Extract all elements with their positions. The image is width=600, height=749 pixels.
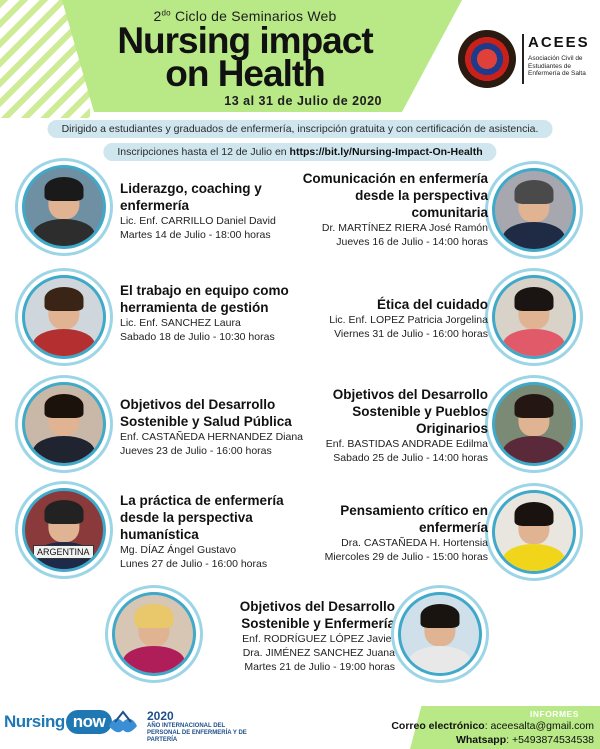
whatsapp-label: Whatsapp (455, 734, 507, 746)
talk-date: Viernes 31 de Julio - 16:00 horas (334, 328, 488, 340)
logo-subtitle: Asociación Civil de Estudiantes de Enfermería de Salta (528, 55, 586, 77)
talk-title: Liderazgo, coaching y enfermería (120, 181, 262, 213)
talk-9 (205, 598, 395, 674)
whatsapp-value[interactable]: +5493874534538 (511, 734, 594, 746)
talk-speaker: Enf. RODRÍGUEZ LÓPEZ Javier (242, 633, 395, 645)
title-line-2: on Health (165, 53, 325, 94)
talk-date: Martes 21 de Julio - 19:00 horas (244, 661, 395, 673)
talk-title: El trabajo en equipo como herramienta de gestión (120, 283, 289, 315)
talk-speaker: Enf. CASTAÑEDA HERNANDEZ Diana (120, 431, 304, 443)
header-title-block (90, 8, 400, 108)
email-value[interactable]: aceesalta@gmail.com (490, 720, 594, 732)
logo-divider (522, 34, 524, 84)
talk-speaker: Dr. MARTÍNEZ RIERA José Ramón (321, 222, 488, 234)
email-line: Correo electrónico: aceesalta@gmail.com (391, 720, 594, 732)
talk-date: Lunes 27 de Julio - 16:00 horas (120, 558, 268, 570)
email-label: Correo electrónico (391, 720, 485, 732)
talk-7 (120, 492, 310, 571)
audience-text: Dirigido a estudiantes y graduados de enfermería, inscripción gratuita y con certificación de asistencia. (61, 123, 539, 135)
speaker-photo-castaneda-diana (22, 382, 106, 466)
cycle-number: 2 (153, 8, 162, 24)
speaker-photo-martinez (492, 168, 576, 252)
talk-date: Martes 14 de Julio - 18:00 horas (120, 229, 271, 241)
talk-6 (288, 386, 488, 465)
nursing-now-logo (4, 710, 112, 734)
acees-logo (458, 26, 600, 92)
talk-title: Ética del cuidado (376, 297, 488, 312)
now-word: now (66, 710, 113, 734)
talk-5 (120, 396, 310, 458)
year-subtitle: AÑO INTERNACIONAL DEL PERSONAL DE ENFERMERÍA Y DE PARTERÍA (147, 723, 247, 743)
talk-speaker: Dra. CASTAÑEDA H. Hortensia (341, 537, 488, 549)
talk-title: Pensamiento crítico en enfermería (340, 503, 488, 535)
year-label: 2020 (147, 709, 174, 723)
speaker-photo-jimenez (112, 592, 196, 676)
event-dates: 13 al 31 de Julio de 2020 (224, 94, 382, 108)
info-title: INFORMES (530, 709, 579, 719)
cycle-superscript: do (161, 8, 171, 18)
title-line-1: Nursing impact (117, 20, 373, 61)
talk-4 (288, 296, 488, 341)
talk-3 (120, 282, 310, 344)
argentina-placard: ARGENTINA (33, 545, 94, 559)
talk-speaker: Lic. Enf. CARRILLO Daniel David (120, 215, 276, 227)
talk-title: La práctica de enfermería desde la perspectiva humanística (120, 493, 284, 542)
talk-speaker: Lic. Enf. LOPEZ Patricia Jorgelina (329, 314, 488, 326)
talk-speaker: Mg. DÍAZ Ángel Gustavo (120, 544, 237, 556)
speaker-photo-rodriguez (398, 592, 482, 676)
talk-title: Objetivos del Desarrollo Sostenible y Enfermería (239, 599, 395, 631)
talk-date: Miercoles 29 de Julio - 15:00 horas (324, 551, 488, 563)
talk-2 (288, 170, 488, 249)
talk-speaker: Lic. Enf. SANCHEZ Laura (120, 317, 241, 329)
registration-text: Inscripciones hasta el 12 de Julio en (117, 146, 287, 158)
talk-title: Objetivos del Desarrollo Sostenible y Pueblos Originarios (332, 387, 488, 436)
talk-date: Sabado 18 de Julio - 10:30 horas (120, 331, 275, 343)
registration-banner (103, 143, 496, 161)
talk-title: Objetivos del Desarrollo Sostenible y Salud Pública (120, 397, 292, 429)
cycle-text: Ciclo de Seminarios Web (174, 8, 337, 24)
speaker-photo-carrillo (22, 165, 106, 249)
year-of-nurse-text (147, 709, 257, 744)
logo-name: ACEES (528, 34, 590, 51)
talk-speaker: Enf. BASTIDAS ANDRADE Edilma (325, 438, 488, 450)
year-of-nurse-icon (105, 708, 141, 738)
acees-emblem-icon (458, 30, 516, 88)
speaker-photo-sanchez (22, 275, 106, 359)
whatsapp-line: Whatsapp: +5493874534538 (455, 734, 594, 746)
speaker-photo-diaz (22, 488, 106, 572)
event-title (90, 20, 400, 94)
talk-title: Comunicación en enfermería desde la perspectiva comunitaria (302, 171, 488, 220)
nursing-word: Nursing (4, 712, 65, 731)
talk-1 (120, 180, 310, 242)
registration-link[interactable]: https://bit.ly/Nursing-Impact-On-Health (289, 146, 483, 158)
speaker-photo-lopez (492, 275, 576, 359)
talk-date: Sabado 25 de Julio - 14:00 horas (333, 452, 488, 464)
speaker-photo-bastidas (492, 382, 576, 466)
audience-banner (48, 120, 553, 138)
talk-date: Jueves 23 de Julio - 16:00 horas (120, 445, 272, 457)
talk-date: Jueves 16 de Julio - 14:00 horas (336, 236, 488, 248)
talk-8 (288, 502, 488, 564)
speaker-photo-castaneda-hortensia (492, 490, 576, 574)
talk-speaker-2: Dra. JIMÉNEZ SANCHEZ Juana (242, 647, 395, 659)
